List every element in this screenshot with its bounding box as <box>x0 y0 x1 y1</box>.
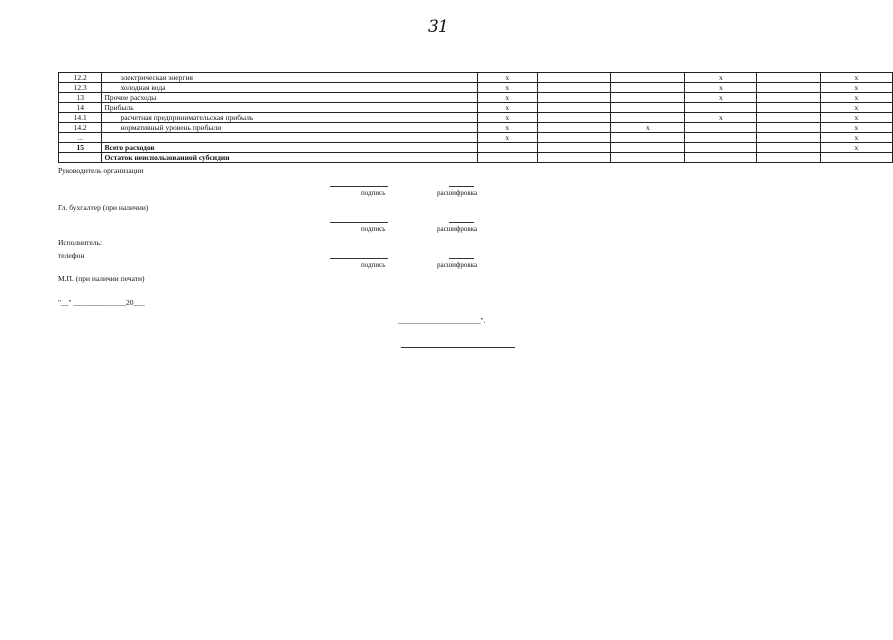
phone-label: телефон <box>58 251 85 260</box>
executor-signature-line <box>330 258 388 259</box>
row-cell <box>757 123 820 133</box>
row-cell: x <box>820 83 892 93</box>
row-number: 15 <box>59 143 102 153</box>
row-number: 14.1 <box>59 113 102 123</box>
table-row <box>59 153 893 163</box>
accountant-signature-line <box>330 222 388 223</box>
date-line: "__" ______________20___ <box>58 298 145 307</box>
row-name: Прибыль <box>102 103 477 113</box>
executor-label: Исполнитель: <box>58 238 103 247</box>
row-name: электрическая энергия <box>102 73 477 83</box>
stamp-label: М.П. (при наличии печати) <box>58 274 145 283</box>
row-number <box>59 153 102 163</box>
row-cell: x <box>477 93 537 103</box>
row-name: расчетная предпринимательская прибыль <box>102 113 477 123</box>
row-cell <box>685 153 757 163</box>
head-decoding-caption: расшифровка <box>437 189 478 197</box>
row-cell <box>685 133 757 143</box>
accountant-signature-caption: подпись <box>361 225 386 233</box>
row-cell <box>537 73 611 83</box>
row-number: 13 <box>59 93 102 103</box>
executor-decoding-caption: расшифровка <box>437 261 478 269</box>
table-row <box>59 103 893 113</box>
row-cell <box>537 103 611 113</box>
row-cell: x <box>477 83 537 93</box>
row-cell: x <box>820 123 892 133</box>
row-cell <box>685 123 757 133</box>
accountant-label: Гл. бухгалтер (при наличии) <box>58 203 149 212</box>
row-cell <box>757 133 820 143</box>
row-cell <box>477 143 537 153</box>
row-cell <box>611 83 685 93</box>
row-cell: x <box>477 73 537 83</box>
accountant-decoding-line <box>449 222 474 223</box>
head-signature-caption: подпись <box>361 189 386 197</box>
row-cell <box>537 123 611 133</box>
row-cell <box>685 143 757 153</box>
row-cell: x <box>685 83 757 93</box>
table-row <box>59 83 893 93</box>
row-cell: x <box>685 113 757 123</box>
row-cell <box>757 143 820 153</box>
row-cell: x <box>477 133 537 143</box>
row-cell <box>757 103 820 113</box>
row-cell <box>685 103 757 113</box>
row-number: 14.2 <box>59 123 102 133</box>
row-number: 12.3 <box>59 83 102 93</box>
row-name: Прочие расходы <box>102 93 477 103</box>
row-cell: x <box>685 73 757 83</box>
row-cell <box>537 153 611 163</box>
executor-signature-caption: подпись <box>361 261 386 269</box>
row-cell: x <box>685 93 757 103</box>
row-cell <box>757 83 820 93</box>
row-cell: x <box>477 123 537 133</box>
row-cell: x <box>477 113 537 123</box>
row-cell: x <box>820 113 892 123</box>
row-cell <box>537 143 611 153</box>
row-cell <box>537 93 611 103</box>
head-decoding-line <box>449 186 474 187</box>
row-cell <box>757 153 820 163</box>
row-cell <box>477 153 537 163</box>
row-cell <box>820 153 892 163</box>
footer-separator <box>401 347 515 348</box>
row-name: Всего расходов <box>102 143 477 153</box>
row-cell: x <box>820 93 892 103</box>
head-label: Руководитель организации <box>58 166 144 175</box>
row-name: Остаток неиспользованной субсидии <box>102 153 477 163</box>
row-cell: x <box>611 123 685 133</box>
row-cell <box>611 153 685 163</box>
row-cell <box>757 73 820 83</box>
executor-decoding-line <box>449 258 474 259</box>
head-signature-line <box>330 186 388 187</box>
row-number: ... <box>59 133 102 143</box>
row-name <box>102 133 477 143</box>
row-cell <box>757 113 820 123</box>
row-cell <box>611 133 685 143</box>
row-name: холодная вода <box>102 83 477 93</box>
row-cell: x <box>820 133 892 143</box>
row-cell <box>537 133 611 143</box>
row-number: 14 <box>59 103 102 113</box>
row-cell: x <box>477 103 537 113</box>
row-cell <box>537 113 611 123</box>
row-cell <box>611 113 685 123</box>
row-number: 12.2 <box>59 73 102 83</box>
row-cell <box>611 103 685 113</box>
table-row <box>59 143 893 153</box>
row-cell <box>611 73 685 83</box>
row-cell: x <box>820 103 892 113</box>
row-cell <box>611 93 685 103</box>
row-cell <box>611 143 685 153</box>
row-cell: x <box>820 143 892 153</box>
table-row <box>59 113 893 123</box>
row-name: нормативный уровень прибыли <box>102 123 477 133</box>
accountant-decoding-caption: расшифровка <box>437 225 478 233</box>
table-row <box>59 93 893 103</box>
expenses-table <box>58 72 893 163</box>
row-cell <box>757 93 820 103</box>
table-row <box>59 73 893 83</box>
page-number: 31 <box>428 17 448 37</box>
footer-line-text: ______________________". <box>398 316 486 325</box>
table-row <box>59 123 893 133</box>
row-cell: x <box>820 73 892 83</box>
table-row <box>59 133 893 143</box>
row-cell <box>537 83 611 93</box>
